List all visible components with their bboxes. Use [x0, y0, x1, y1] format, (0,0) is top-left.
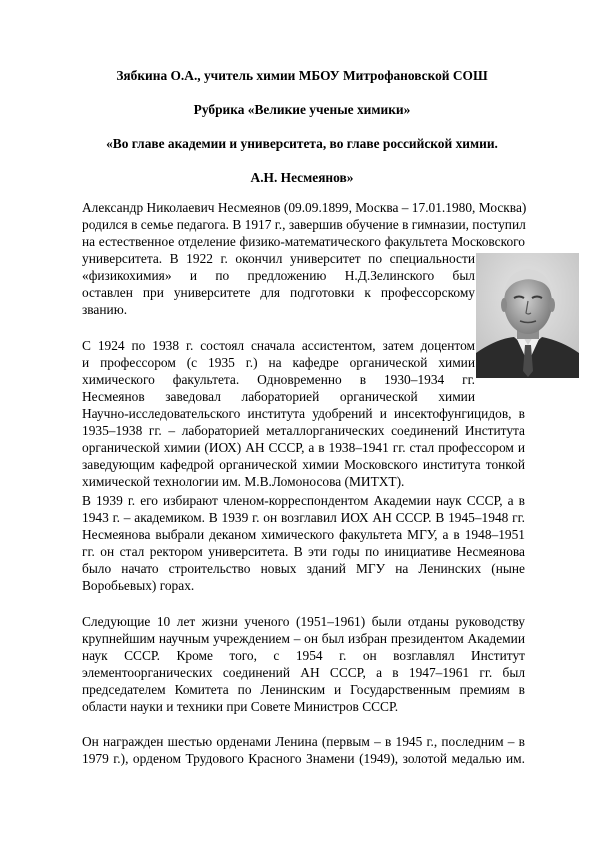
text-line: Воробьевых) горах.	[82, 578, 195, 593]
portrait-photo	[476, 253, 579, 378]
text-line: Александр Николаевич Несмеянов (09.09.1899, Москва – 17.01.1980, Москва)	[82, 200, 527, 215]
article-title: «Во главе академии и университета, во главе российской химии.	[106, 136, 498, 151]
paragraph-awards	[82, 733, 525, 767]
paragraph-biography	[82, 199, 525, 318]
text-line: университета. В 1922 г. окончил университет по специальности	[82, 251, 475, 266]
text-line: крупнейшим научным учреждением – он был избран президентом Академии	[82, 631, 525, 646]
text-line: Научно-исследовательского института удобрений и инсектофунгицидов, в	[82, 406, 525, 421]
article-subject-name: А.Н. Несмеянов»	[250, 170, 354, 185]
text-line: было начато строительство новых зданий МГУ на Ленинских (ныне	[82, 561, 525, 576]
text-line: гг. он стал ректором университета. В эти годы по инициативе Несмеянова	[82, 544, 525, 559]
paragraph-presidency	[82, 613, 525, 715]
text-line: химического факультета. Одновременно в 1930–1934 гг.	[82, 372, 475, 387]
paragraph-academy	[82, 492, 525, 594]
text-line: Следующие 10 лет жизни ученого (1951–1961) были отданы руководству	[82, 614, 525, 629]
author-line: Зябкина О.А., учитель химии МБОУ Митрофановской СОШ	[116, 68, 488, 83]
text-line: Несмеянова выбрали деканом химического факультета МГУ, а в 1948–1951	[82, 527, 525, 542]
text-line: заведующим кафедрой органической химии Московского института тонкой	[82, 457, 525, 472]
text-line: наук СССР. Кроме того, с 1954 г. он возглавлял Институт	[82, 648, 525, 663]
text-line: и профессором (с 1935 г.) на кафедре органической химии	[82, 355, 475, 370]
text-line: химической технологии им. М.В.Ломоносова (МИТХТ).	[82, 474, 405, 489]
text-line: 1979 г.), орденом Трудового Красного Знамени (1949), золотой медалью им.	[82, 751, 525, 766]
text-line: области науки и техники при Совете Министров СССР.	[82, 699, 399, 714]
paragraph-career	[82, 337, 525, 490]
text-line: 1943 г. – академиком. В 1939 г. он возглавил ИОХ АН СССР. В 1945–1948 гг.	[82, 510, 525, 525]
text-line: председателем Комитета по Ленинским и Государственным премиям в	[82, 682, 525, 697]
text-line: элементоорганических соединений АН СССР, а в 1947–1961 гг. был	[82, 665, 525, 680]
text-line: Несмеянов заведовал лабораторией органической химии	[82, 389, 475, 404]
text-line: Он награжден шестью орденами Ленина (первым – в 1945 г., последним – в	[82, 734, 525, 749]
text-line: «физикохимия» и по предложению Н.Д.Зелинского был	[82, 268, 475, 283]
text-line: родился в семье педагога. В 1917 г., завершив обучение в гимназии, поступил	[82, 217, 526, 232]
text-line: на естественное отделение физико-математического факультета Московского	[82, 234, 525, 249]
portrait-image	[476, 253, 579, 378]
text-line: 1935–1938 гг. – лабораторией металлорганических соединений Института	[82, 423, 525, 438]
text-line: С 1924 по 1938 г. состоял сначала ассистентом, затем доцентом	[82, 338, 475, 353]
rubric-line: Рубрика «Великие ученые химики»	[193, 102, 411, 117]
text-line: оставлен при университете для подготовки к профессорскому	[82, 285, 475, 300]
text-line: В 1939 г. его избирают членом-корреспондентом Академии наук СССР, а в	[82, 493, 525, 508]
text-line: званию.	[82, 302, 128, 317]
text-line: органической химии (ИОХ) АН СССР, а в 1938–1941 гг. стал профессором и	[82, 440, 525, 455]
